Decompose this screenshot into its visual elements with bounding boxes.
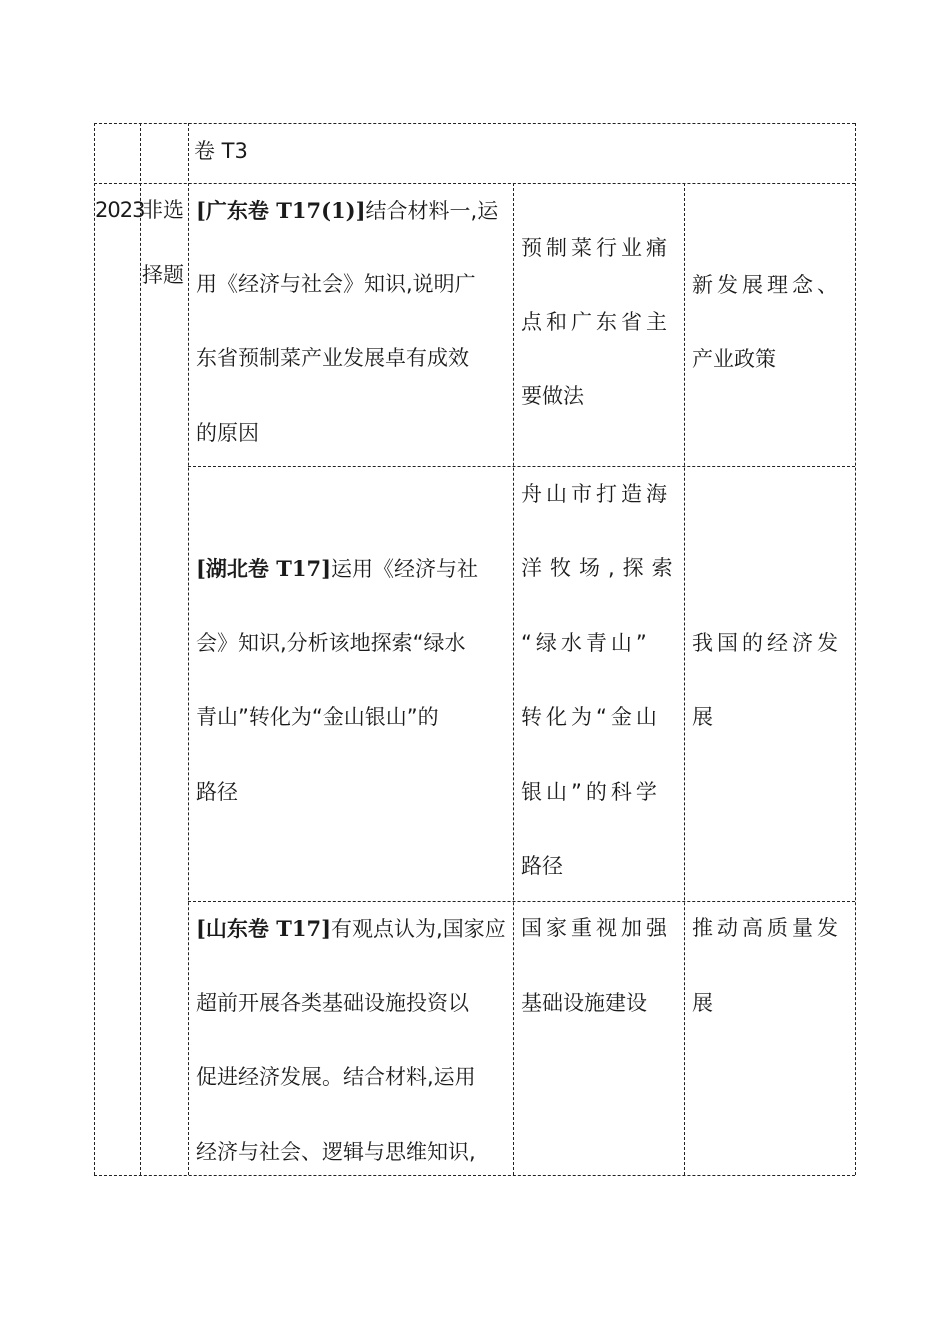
hubei-material-line-6: 路径 (521, 854, 563, 878)
question-type-line-1: 非选 (142, 198, 184, 222)
year-cell: 2023 (95, 198, 145, 222)
shandong-topic-line-1: 推动高质量发 (692, 916, 842, 940)
hubei-question-line-1: [湖北卷 T17]运用《经济与社 (196, 556, 479, 581)
row-divider-1 (94, 183, 855, 184)
shandong-material-line-2: 基础设施建设 (521, 991, 647, 1015)
hubei-material-line-1: 舟山市打造海 (521, 482, 671, 506)
guangdong-material-line-1: 预制菜行业痛 (521, 236, 671, 260)
shandong-topic-line-2: 展 (692, 991, 713, 1015)
shandong-question-line-3: 促进经济发展。结合材料,运用 (196, 1065, 476, 1089)
guangdong-question-line-1: [广东卷 T17(1)]结合材料一,运 (196, 198, 499, 223)
shandong-material-line-1: 国家重视加强 (521, 916, 671, 940)
col-divider-right (855, 123, 856, 1175)
shandong-question-line-1: [山东卷 T17]有观点认为,国家应 (196, 916, 506, 941)
col-divider-material (684, 183, 685, 1175)
hubei-question-line-3: 青山”转化为“金山银山”的 (196, 705, 439, 729)
continuation-cell-text: 卷 T3 (194, 139, 248, 163)
guangdong-topic-line-2: 产业政策 (692, 347, 776, 371)
table-top-border (94, 123, 855, 124)
question-type-line-2: 择题 (142, 263, 184, 287)
hubei-material-line-4: 转化为“金山 (521, 705, 661, 729)
guangdong-topic-line-1: 新发展理念、 (692, 273, 842, 297)
hubei-material-line-2: 洋牧场,探索 (521, 556, 681, 580)
hubei-source-label: [湖北卷 T17] (196, 556, 332, 581)
table-bottom-border (94, 1175, 855, 1176)
guangdong-material-line-3: 要做法 (521, 384, 584, 408)
guangdong-question-line-4: 的原因 (196, 421, 259, 445)
guangdong-question-line-3: 东省预制菜产业发展卓有成效 (196, 346, 469, 370)
row-divider-3 (188, 901, 855, 902)
col-divider-type (188, 123, 189, 1175)
hubei-material-line-3: “绿水青山” (521, 631, 651, 655)
guangdong-material-line-2: 点和广东省主 (521, 310, 671, 334)
col-divider-year (140, 123, 141, 1175)
col-divider-question (513, 183, 514, 1175)
guangdong-question-line-2: 用《经济与社会》知识,说明广 (196, 272, 476, 296)
shandong-question-line-4: 经济与社会、逻辑与思维知识, (196, 1140, 476, 1164)
hubei-topic-line-1: 我国的经济发 (692, 631, 842, 655)
hubei-question-line-2: 会》知识,分析该地探索“绿水 (196, 631, 466, 655)
shandong-source-label: [山东卷 T17] (196, 916, 332, 941)
hubei-material-line-5: 银山”的科学 (521, 780, 661, 804)
col-divider-left (94, 123, 95, 1175)
row-divider-2 (188, 466, 855, 467)
guangdong-source-label: [广东卷 T17(1)] (196, 198, 366, 223)
shandong-question-line-2: 超前开展各类基础设施投资以 (196, 991, 469, 1015)
hubei-question-line-4: 路径 (196, 780, 238, 804)
hubei-topic-line-2: 展 (692, 705, 713, 729)
